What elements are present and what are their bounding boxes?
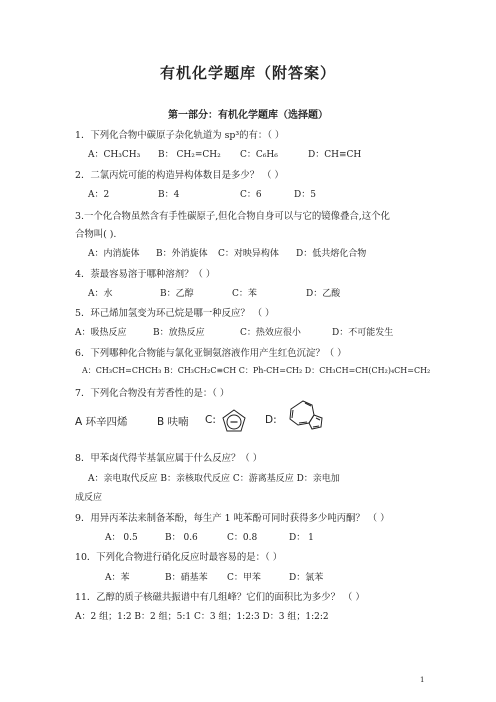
question-5-stem: 5．环己烯加氢变为环己烷是哪一种反应？ （ ） [75,308,275,319]
q10-option-c: C：甲苯 [227,573,261,583]
q3-option-b: B：外消旋体 [156,249,208,259]
question-1-stem: 1．下列化合物中碳原子杂化轨道为 sp³的有：（ ） [75,130,285,141]
q7-option-d: D: [265,414,277,426]
question-11-options: A：2 组；1:2 B：2 组；5:1 C：3 组；1:2:3 D：3 组；1:2:2 [75,612,329,622]
question-7-options [75,405,335,445]
q4-option-b: B：乙醇 [160,289,194,299]
q10-option-d: D：氯苯 [289,573,324,583]
q10-option-b: B：硝基苯 [165,573,208,583]
q1-option-c: C：C₆H₆ [240,150,278,160]
q2-option-a: A：2 [88,190,110,200]
question-7-stem: 7．下列化合物没有芳香性的是：（ ） [75,388,230,399]
q4-option-c: C：苯 [232,289,257,299]
question-2-stem: 2．二氯丙烷可能的构造异构体数目是多少？ （ ） [75,170,284,181]
q7-option-b: B 呋喃 [157,416,189,428]
q3-option-a: A：内消旋体 [88,249,140,259]
question-9-stem: 9．用异丙苯法来制备苯酚，每生产 1 吨苯酚可同时获得多少吨丙酮？ （ ） [75,513,390,524]
q2-option-b: B：4 [158,190,180,200]
question-11-stem: 11．乙醇的质子核磁共振谱中有几组峰？它们的面积比为多少？ （ ） [75,592,365,603]
question-8-stem: 8．甲苯卤代得苄基氯应属于什么反应？（ ） [75,453,263,464]
question-3-options [88,246,366,259]
q9-option-b: B： 0.6 [165,533,198,543]
question-3-stem-line1: 3.一个化合物虽然含有手性碳原子,但化合物自身可以与它的镜像叠合,这个化 [75,211,390,222]
question-8-options-line2: 成反应 [75,493,103,503]
question-1-options [88,147,361,160]
document-title: 有机化学题库（附答案） [159,64,336,82]
cyclopentadienyl-anion-structure [221,408,247,434]
q5-option-a: A：吸热反应 [75,328,127,338]
q3-option-c: C：对映异构体 [218,249,279,259]
q1-option-a: A：CH₃CH₃ [88,150,141,160]
question-8-options-line1: A：亲电取代反应 B：亲核取代反应 C：游离基反应 D：亲电加 [88,474,340,484]
q4-option-a: A：水 [88,289,113,299]
q2-option-d: D：5 [294,190,316,200]
page-number: 1 [420,676,425,684]
question-4-stem: 4．萘最容易溶于哪种溶剂？（ ） [75,269,216,280]
question-10-options [105,570,323,583]
question-5-options [75,325,393,338]
q4-option-d: D：乙酸 [306,289,341,299]
question-10-stem: 10．下列化合物进行硝化反应时最容易的是：（ ） [75,552,283,563]
q5-option-c: C：热效应很小 [240,328,301,338]
q1-option-d: D：CH≡CH [308,150,362,160]
question-4-options [88,286,340,299]
q5-option-b: B：放热反应 [153,328,205,338]
question-9-options [105,530,314,543]
section-heading: 第一部分：有机化学题库（选择题） [168,110,328,121]
q9-option-d: D： 1 [289,533,314,543]
q10-option-a: A：苯 [105,573,130,583]
question-2-options [88,187,316,200]
question-6-options: A：CH₃CH=CHCH₃ B：CH₃CH₂C≡CH C：Ph-CH=CH₂ D：CH₃CH=CH(CH₂)₄CH=CH₂ [82,366,431,375]
q7-option-c: C: [205,414,216,426]
q7-option-a: A 环辛四烯 [75,416,128,428]
q1-option-b: B： CH₂=CH₂ [158,150,221,160]
question-6-stem: 6．下列哪种化合物能与氯化亚铜氨溶液作用产生红色沉淀？（ ） [75,348,347,359]
q9-option-c: C：0.8 [227,533,258,543]
azulene-structure [283,397,327,441]
q5-option-d: D：不可能发生 [332,328,394,338]
q2-option-c: C：6 [240,190,262,200]
q9-option-a: A： 0.5 [105,533,138,543]
question-3-stem-line2: 合物叫( ). [75,229,117,240]
q3-option-d: D：低共熔化合物 [296,249,367,259]
